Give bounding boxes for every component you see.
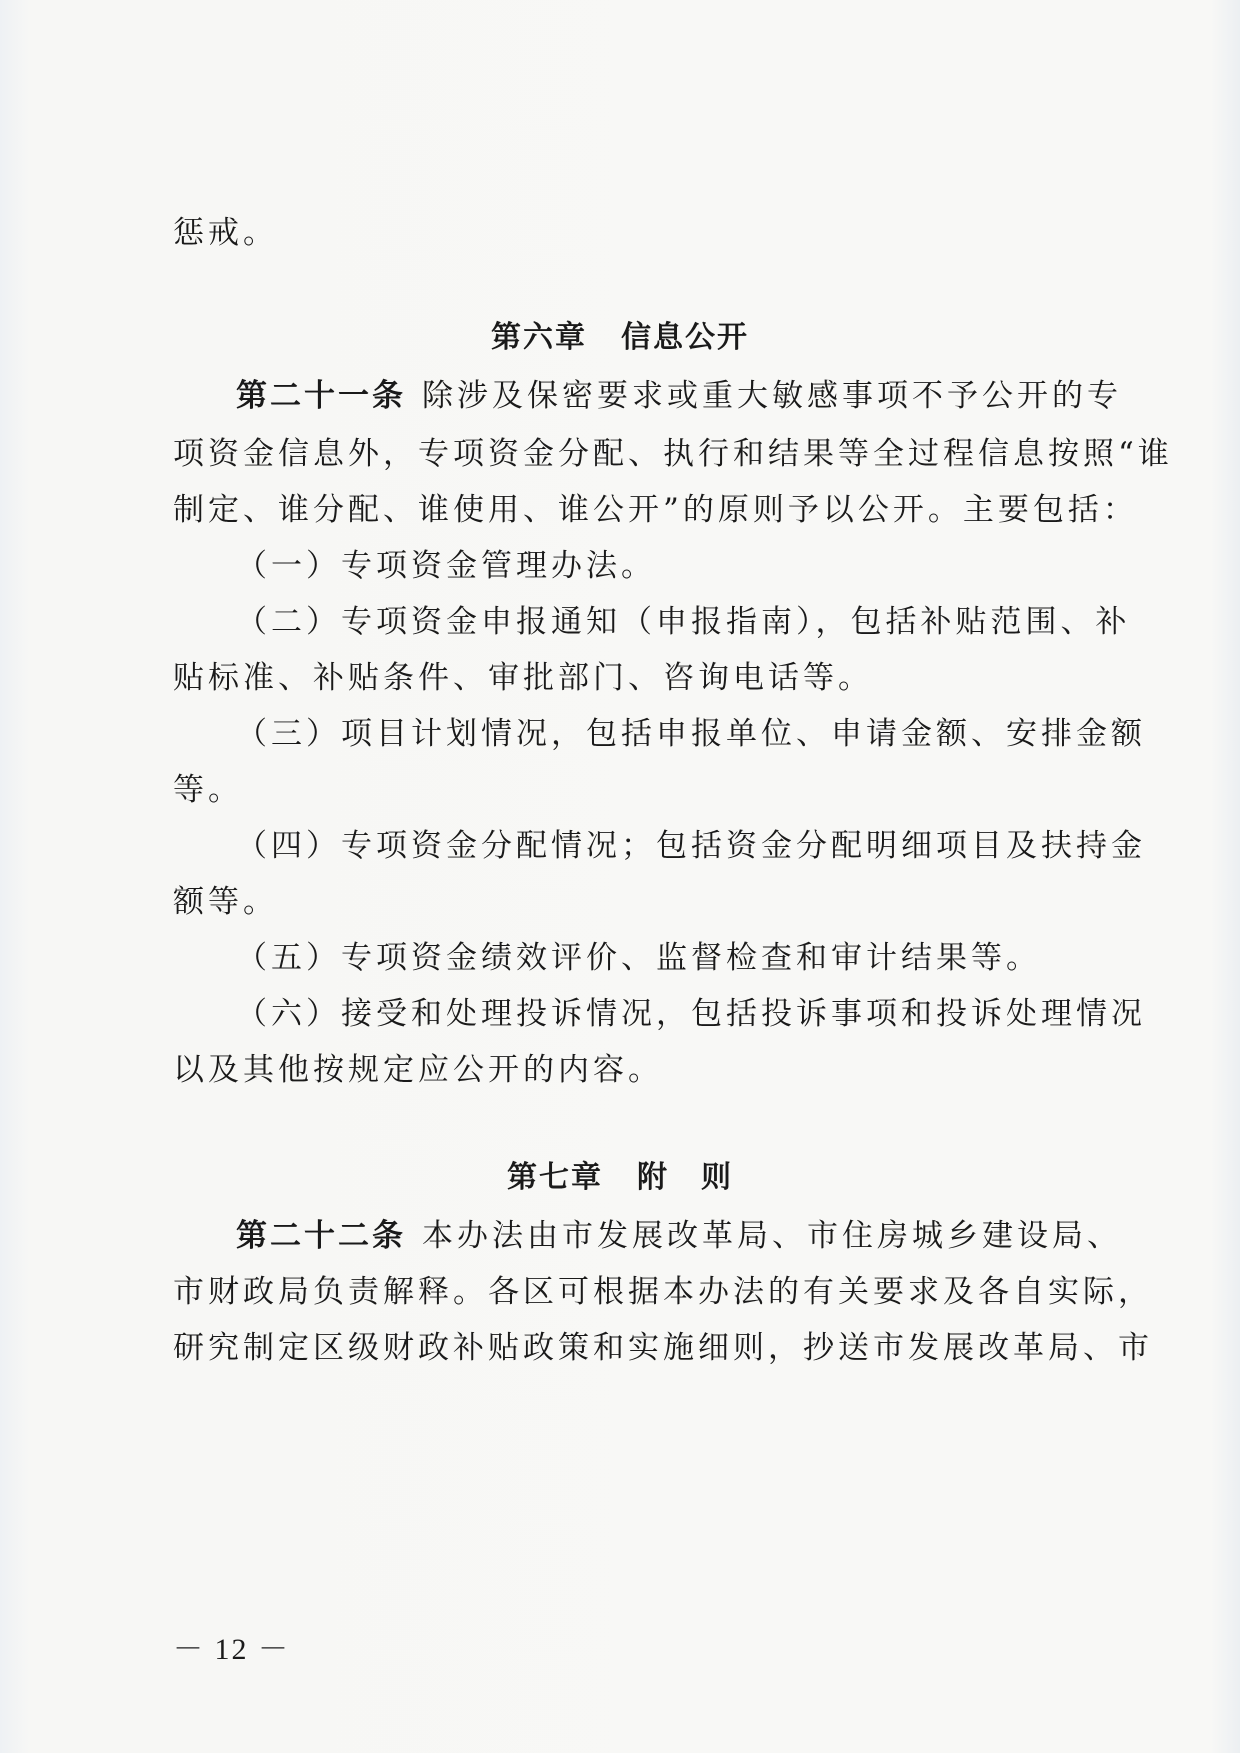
text-line: 制定、谁分配、谁使用、谁公开”的原则予以公开。主要包括：	[173, 492, 1138, 528]
article-text: 本办法由市发展改革局、市住房城乡建设局、	[422, 1218, 1122, 1254]
article-text: 除涉及保密要求或重大敏感事项不予公开的专	[422, 378, 1122, 414]
chapter-number: 第六章	[491, 320, 587, 355]
article-label: 第二十二条	[236, 1218, 406, 1254]
text-line: 以及其他按规定应公开的内容。	[173, 1052, 663, 1088]
list-item: （六）接受和处理投诉情况，包括投诉事项和投诉处理情况	[236, 996, 1146, 1032]
text-line: 市财政局负责解释。各区可根据本办法的有关要求及各自实际，	[173, 1274, 1153, 1310]
list-item: （二）专项资金申报通知（申报指南），包括补贴范围、补	[236, 604, 1131, 640]
list-item: （一）专项资金管理办法。	[236, 548, 656, 584]
text-line: 惩戒。	[173, 215, 278, 251]
text-line: 项资金信息外，专项资金分配、执行和结果等全过程信息按照“谁	[173, 436, 1173, 472]
text-line: 研究制定区级财政补贴政策和实施细则，抄送市发展改革局、市	[173, 1330, 1153, 1366]
chapter-title: 信息公开	[621, 320, 749, 355]
list-item: （三）项目计划情况，包括申报单位、申请金额、安排金额	[236, 716, 1146, 752]
list-item: （五）专项资金绩效评价、监督检查和审计结果等。	[236, 940, 1041, 976]
page-number: － 12 －	[173, 1633, 290, 1666]
article-22-first-line	[236, 1216, 1122, 1256]
article-label: 第二十一条	[236, 378, 406, 414]
chapter-seven-heading	[0, 1158, 1240, 1198]
text-line: 等。	[173, 772, 243, 808]
text-line: 额等。	[173, 884, 278, 920]
text-line: 贴标准、补贴条件、审批部门、咨询电话等。	[173, 660, 873, 696]
chapter-title: 附 则	[637, 1160, 733, 1195]
list-item: （四）专项资金分配情况；包括资金分配明细项目及扶持金	[236, 828, 1146, 864]
chapter-number: 第七章	[507, 1160, 603, 1195]
chapter-six-heading	[0, 318, 1240, 358]
article-21-first-line	[236, 376, 1122, 416]
